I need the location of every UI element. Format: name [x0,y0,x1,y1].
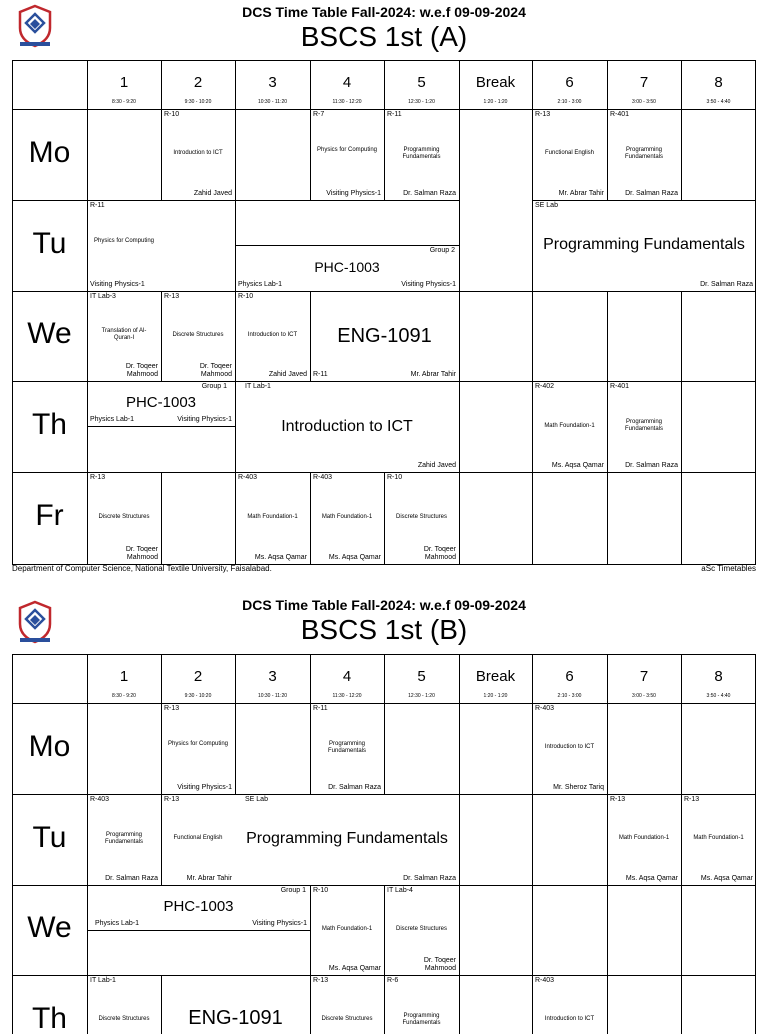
room-label: R-10 [238,293,254,300]
teacher-label: Dr. Toqeer Mahmood [423,546,456,561]
subject-label: Functional English [173,835,223,841]
room-label: R-11 [313,371,328,378]
subject-label: Translation of Al-Quran-I [101,328,147,341]
subject-label: Introduction to ICT [544,744,595,750]
class-cell[interactable] [235,472,310,564]
subject-label: Math Foundation-1 [544,423,595,429]
teacher-label: Mr. Abrar Tahir [410,371,456,378]
footer-credit: aSc Timetables [701,564,756,573]
subject-label: ENG-1091 [188,1007,283,1029]
class-cell[interactable] [384,472,459,564]
subject-label: ENG-1091 [337,325,432,347]
class-cell[interactable] [532,975,607,1034]
period-header: 1 8:30 - 9:20 [112,668,136,699]
room-label: R-13 [610,796,626,803]
room-label: SE Lab [245,796,268,803]
class-cell[interactable] [87,291,161,381]
room-label: IT Lab-1 [90,977,116,984]
teacher-label: Visiting Physics-1 [177,416,232,423]
class-cell[interactable] [310,703,384,794]
teacher-label: Zahid Javed [268,371,307,378]
period-header-break: Break 1:20 - 1:20 [475,74,516,105]
period-header: 4 11:30 - 12:20 [332,668,362,699]
class-cell[interactable] [532,381,607,472]
teacher-label: Dr. Salman Raza [625,462,678,469]
subject-label: PHC-1003 [163,898,234,915]
room-label: R-403 [535,977,555,984]
class-cell[interactable] [161,291,235,381]
room-label: IT Lab-4 [387,887,413,894]
period-header: 3 10:30 - 11:20 [257,74,288,105]
teacher-label: Dr. Salman Raza [105,875,158,882]
class-cell[interactable] [532,109,607,200]
class-cell[interactable] [235,381,459,472]
subject-label: Programming Fundamentals [543,236,745,253]
lab-cell[interactable] [235,245,459,291]
subject-label: Math Foundation-1 [321,514,373,520]
class-cell[interactable] [161,975,310,1034]
teacher-label: Zahid Javed [193,190,232,197]
class-cell[interactable] [87,975,161,1034]
room-label: R-6 [387,977,399,984]
group-label: Group 2 [429,247,455,254]
class-cell[interactable] [161,703,235,794]
period-header: 7 3:00 - 3:50 [632,668,656,699]
period-header: 2 9:30 - 10:20 [184,74,212,105]
room-label: R-11 [90,202,105,209]
period-header: 3 10:30 - 11:20 [257,668,288,699]
class-cell[interactable] [532,200,756,291]
timetable-subtitle: DCS Time Table Fall-2024: w.e.f 09-09-2024 [242,4,526,20]
period-header: 5 12:30 - 1:20 [408,668,435,699]
room-label: R-10 [387,474,403,481]
period-header: 1 8:30 - 9:20 [112,74,136,105]
teacher-label: Dr. Toqeer Mahmood [125,363,158,378]
room-label: R-13 [164,705,180,712]
lab-cell[interactable] [87,381,235,426]
subject-label: Programming Fundamentals [624,147,664,160]
subject-label: Math Foundation-1 [618,835,670,841]
teacher-label: Ms. Aqsa Qamar [328,554,381,561]
day-label-tuesday: Tu [32,227,67,260]
period-header: 2 9:30 - 10:20 [184,668,212,699]
subject-label: Discrete Structures [395,926,447,932]
teacher-label: Dr. Salman Raza [403,875,456,882]
room-label: R-402 [535,383,555,390]
room-label: R-401 [610,383,630,390]
class-cell[interactable] [607,381,681,472]
room-label: R-10 [313,887,329,894]
teacher-label: Ms. Aqsa Qamar [625,875,678,882]
room-label: R-403 [535,705,555,712]
class-cell[interactable] [161,109,235,200]
subject-label: Introduction to ICT [544,1016,595,1022]
room-label: R-13 [90,474,106,481]
teacher-label: Mr. Abrar Tahir [186,875,232,882]
class-cell[interactable] [87,794,161,885]
subject-label: Discrete Structures [98,514,150,520]
room-label: Physics Lab-1 [238,281,282,288]
class-cell[interactable] [87,472,161,564]
group-label: Group 1 [201,383,227,390]
teacher-label: Dr. Toqeer Mahmood [125,546,158,561]
room-label: R-11 [313,705,328,712]
timetable-grid [12,654,756,1034]
period-header: 4 11:30 - 12:20 [332,74,362,105]
room-label: IT Lab-1 [245,383,271,390]
teacher-label: Dr. Toqeer Mahmood [423,957,456,972]
subject-label: Introduction to ICT [173,150,223,156]
group-label: Group 1 [280,887,306,894]
subject-label: Programming Fundamentals [624,419,664,432]
period-header: 5 12:30 - 1:20 [408,74,435,105]
class-cell[interactable] [310,291,459,381]
subject-label: PHC-1003 [125,394,197,411]
teacher-label: Visiting Physics-1 [326,190,381,197]
period-header: 6 2:10 - 3:00 [557,668,582,699]
room-label: R-403 [313,474,333,481]
room-label: R-13 [164,293,180,300]
timetable-subtitle: DCS Time Table Fall-2024: w.e.f 09-09-2024 [242,597,526,613]
day-label-tuesday: Tu [32,821,67,854]
class-cell[interactable] [310,885,384,975]
class-cell[interactable] [310,109,384,200]
class-title: BSCS 1st (A) [300,21,468,52]
class-cell[interactable] [384,109,459,200]
teacher-label: Mr. Sheroz Tariq [553,784,604,791]
teacher-label: Zahid Javed [417,462,456,469]
timetable-grid [12,60,756,565]
subject-label: Physics for Computing [167,741,229,747]
subject-label: Introduction to ICT [247,332,298,338]
period-header: 7 3:00 - 3:50 [632,74,656,105]
class-cell[interactable] [87,200,161,291]
room-label: Physics Lab-1 [90,416,134,423]
class-cell[interactable] [235,794,459,885]
class-title: BSCS 1st (B) [300,614,468,645]
teacher-label: Visiting Physics-1 [177,784,232,791]
subject-label: Math Foundation-1 [247,514,298,520]
day-label-wednesday: We [27,911,72,944]
subject-label: Discrete Structures [321,1016,373,1022]
room-label: R-13 [164,796,180,803]
class-cell[interactable] [607,109,681,200]
teacher-label: Ms. Aqsa Qamar [551,462,604,469]
day-label-thursday: Th [31,1002,67,1035]
class-cell[interactable] [532,703,607,794]
class-cell[interactable] [607,794,681,885]
subject-label: Discrete Structures [172,332,224,338]
subject-label: Programming Fundamentals [402,147,441,160]
timetable-b [0,596,768,1035]
period-header-break: Break 1:20 - 1:20 [475,668,516,699]
teacher-label: Mr. Abrar Tahir [558,190,604,197]
subject-label: Introduction to ICT [281,418,413,435]
room-label: R-13 [535,111,551,118]
class-cell[interactable] [384,975,459,1034]
day-label-friday: Fr [35,499,64,532]
class-cell[interactable] [384,885,459,975]
class-cell[interactable] [161,794,235,885]
room-label: R-10 [164,111,180,118]
teacher-label: Dr. Salman Raza [403,190,456,197]
teacher-label: Dr. Toqeer Mahmood [199,363,232,378]
subject-label: Programming Fundamentals [402,1013,441,1026]
room-label: R-11 [387,111,402,118]
class-cell[interactable] [310,472,384,564]
class-cell[interactable] [235,291,310,381]
class-cell[interactable] [310,975,384,1034]
teacher-label: Dr. Salman Raza [328,784,381,791]
subject-label: Programming Fundamentals [104,832,144,845]
room-label: SE Lab [535,202,558,209]
period-header: 8 3:50 - 4:40 [706,668,731,699]
subject-label: Discrete Structures [98,1016,150,1022]
subject-label: Math Foundation-1 [693,835,744,841]
teacher-label: Ms. Aqsa Qamar [700,875,753,882]
footer-department: Department of Computer Science, National Textile University, Faisalabad. [12,564,272,573]
room-label: R-13 [684,796,700,803]
subject-label: Programming Fundamentals [246,830,448,847]
subject-label: Math Foundation-1 [321,926,373,932]
period-header: 6 2:10 - 3:00 [557,74,582,105]
day-label-thursday: Th [31,408,67,441]
day-label-monday: Mo [28,730,71,763]
room-label: R-401 [610,111,630,118]
subject-label: PHC-1003 [314,259,380,275]
teacher-label: Dr. Salman Raza [625,190,678,197]
teacher-label: Visiting Physics-1 [252,920,307,927]
subject-label: Programming Fundamentals [327,741,367,754]
room-label: R-403 [238,474,258,481]
period-header: 8 3:50 - 4:40 [706,74,731,105]
teacher-label: Visiting Physics-1 [401,281,456,288]
lab-cell[interactable] [87,885,310,930]
room-label: IT Lab-3 [90,293,116,300]
room-label: R-13 [313,977,329,984]
room-label: R-7 [313,111,325,118]
teacher-label: Ms. Aqsa Qamar [254,554,307,561]
teacher-label: Dr. Salman Raza [700,281,753,288]
day-label-monday: Mo [28,136,71,169]
subject-label: Physics for Computing [316,147,378,153]
room-label: Physics Lab-1 [95,920,139,927]
subject-label: Functional English [544,150,595,156]
subject-label: Discrete Structures [395,514,447,520]
teacher-label: Ms. Aqsa Qamar [328,965,381,972]
subject-label: Physics for Computing [93,238,155,244]
teacher-label: Visiting Physics-1 [90,281,145,288]
room-label: R-403 [90,796,110,803]
class-cell[interactable] [681,794,756,885]
day-label-wednesday: We [27,317,72,350]
